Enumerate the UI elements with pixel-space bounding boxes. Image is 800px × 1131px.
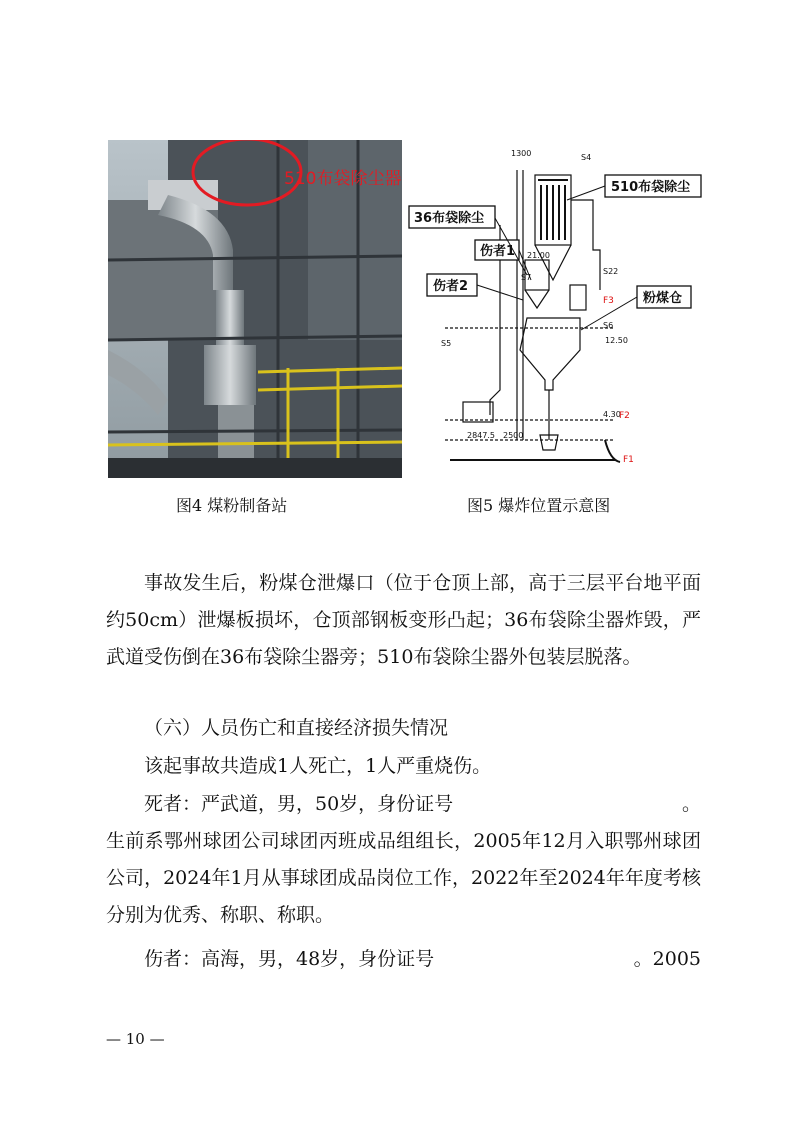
injured-info: 伤者：高海，男，48岁，身份证号 [144,948,435,970]
paragraph-aftermath: 事故发生后，粉煤仓泄爆口（位于仓顶上部，高于三层平台地平面约50cm）泄爆板损坏，仓顶部钢板变形凸起；36布袋除尘器炸毁，严武道受伤倒在36布袋除尘器旁；510布袋除尘器外包装层脱落。 [106,572,701,668]
figure-4-photo [108,140,402,478]
label-s7: S7 [521,273,532,282]
deceased-info: 死者：严武道，男，50岁，身份证号 [144,793,454,815]
label-coal-bin: 粉煤仓 [643,291,683,306]
dim-2847: 2847.5 [467,431,495,440]
label-f1: F1 [623,455,634,465]
page-number: — 10 — [106,1030,165,1048]
label-injured-1: 伤者1 [480,244,516,259]
paragraph-deceased [106,786,701,823]
paragraph-injured [106,941,701,978]
dim-2500: 2500 [503,431,524,440]
paragraph-deceased-history: 生前系鄂州球团公司球团丙班成品组组长，2005年12月入职鄂州球团公司，2024年1月从事球团成品岗位工作，2022年至2024年年度考核分别为优秀、称职、称职。 [106,830,701,926]
label-s22: S22 [603,267,619,276]
dim-1300: 1300 [511,149,532,158]
figure-5-caption: 图5 爆炸位置示意图 [467,496,611,515]
label-f2: F2 [619,411,630,421]
paragraph-casualty-summary: 该起事故共造成1人死亡，1人严重烧伤。 [144,755,492,777]
label-s4: S4 [581,153,592,162]
injured-info-end: 。2005 [633,948,701,970]
label-f3: F3 [603,296,614,306]
deceased-info-end: 。 [681,793,701,815]
figure-4-caption: 图4 煤粉制备站 [176,496,288,515]
figure-5-diagram [405,140,705,478]
explosion-location-diagram [405,140,705,478]
label-510-bag: 510布袋除尘 [611,180,691,195]
coal-powder-station-photo [108,140,402,478]
label-36-bag: 36布袋除尘 [414,211,485,226]
dim-1250: 12.50 [605,336,628,345]
section-heading-casualties: （六）人员伤亡和直接经济损失情况 [144,717,449,739]
dim-2100: 21.00 [527,251,550,260]
photo-label-510: 510布袋除尘器 [284,169,402,189]
label-injured-2: 伤者2 [433,279,469,294]
label-s6: S6 [603,321,614,330]
dim-430: 4.30 [603,410,621,419]
label-s5: S5 [441,339,452,348]
